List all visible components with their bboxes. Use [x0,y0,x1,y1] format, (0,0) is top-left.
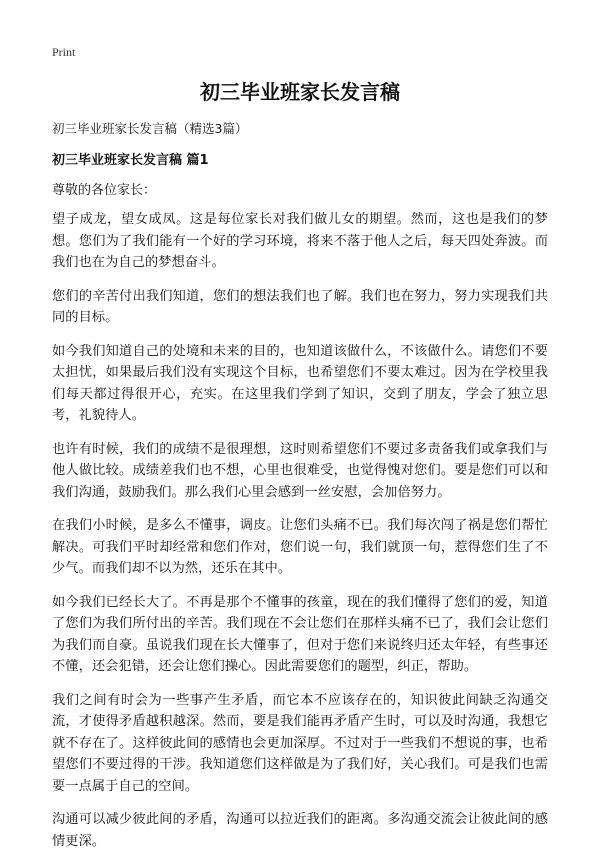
page-title: 初三毕业班家长发言稿 [200,80,400,104]
paragraph: 如今我们知道自己的处境和未来的目的，也知道该做什么，不该做什么。请您们不要太担忧，如果最后我们没有实现这个目标，也希望您们不要太难过。因为在学校里我们每天都过得很开心，充实。在这里我们学到了知识，交到了朋友，学会了独立思考，礼貌待人。 [52,343,548,423]
section-heading: 初三毕业班家长发言稿 篇1 [52,153,209,168]
print-link[interactable]: Print [52,45,76,59]
paragraph: 沟通可以减少彼此间的矛盾，沟通可以拉近我们的距离。多沟通交流会让彼此间的感情更深。 [52,812,548,849]
speech-body [52,209,548,864]
paragraph: 望子成龙，望女成凤。这是每位家长对我们做儿女的期望。然而，这也是我们的梦想。您们为了我们能有一个好的学习环境，将来不落于他人之后，每天四处奔波。而我们也在为自己的梦想奋斗。 [52,212,548,270]
greeting-line: 尊敬的各位家长： [52,183,157,198]
paragraph: 您们的辛苦付出我们知道，您们的想法我们也了解。我们也在努力，努力实现我们共同的目标。 [52,288,548,325]
document-subtitle: 初三毕业班家长发言稿（精选3篇） [52,121,248,136]
paragraph: 也许有时候，我们的成绩不是很理想，这时则希望您们不要过多责备我们或拿我们与他人做比较。成绩差我们也不想，心里也很难受，也觉得愧对您们。要是您们可以和我们沟通，鼓励我们。那么我们心里会感到一丝安慰，会加倍努力。 [52,441,548,500]
paragraph: 我们之间有时会为一些事产生矛盾，而它本不应该存在的，知识彼此间缺乏沟通交流，才使得矛盾越积越深。然而，要是我们能再矛盾产生时，可以及时沟通，我想它就不存在了。这样彼此间的感情也会更加深厚。不过对于一些我们不想说的事，也希望您们不要过得的干涉。我知道您们这样做是为了我们好，关心我们。可是我们也需要一点属于自己的空间。 [52,692,548,794]
paragraph: 如今我们已经长大了。不再是那个不懂事的孩童，现在的我们懂得了您们的爱，知道了您们为我们所付出的辛苦。我们现在不会让您们在那样头痛不已了，我们会让您们为我们而自豪。虽说我们现在长大懂事了，但对于您们来说终归还太年轻，有些事还不懂，还会犯错，还会让您们操心。因此需要您们的题型，纠正，帮助。 [52,594,548,674]
paragraph: 在我们小时候，是多么不懂事，调皮。让您们头痛不已。我们每次闯了祸是您们帮忙解决。可我们平时却经常和您们作对，您们说一句，我们就顶一句，惹得您们生了不少气。而我们却不以为然，还乐在其中。 [52,518,548,576]
